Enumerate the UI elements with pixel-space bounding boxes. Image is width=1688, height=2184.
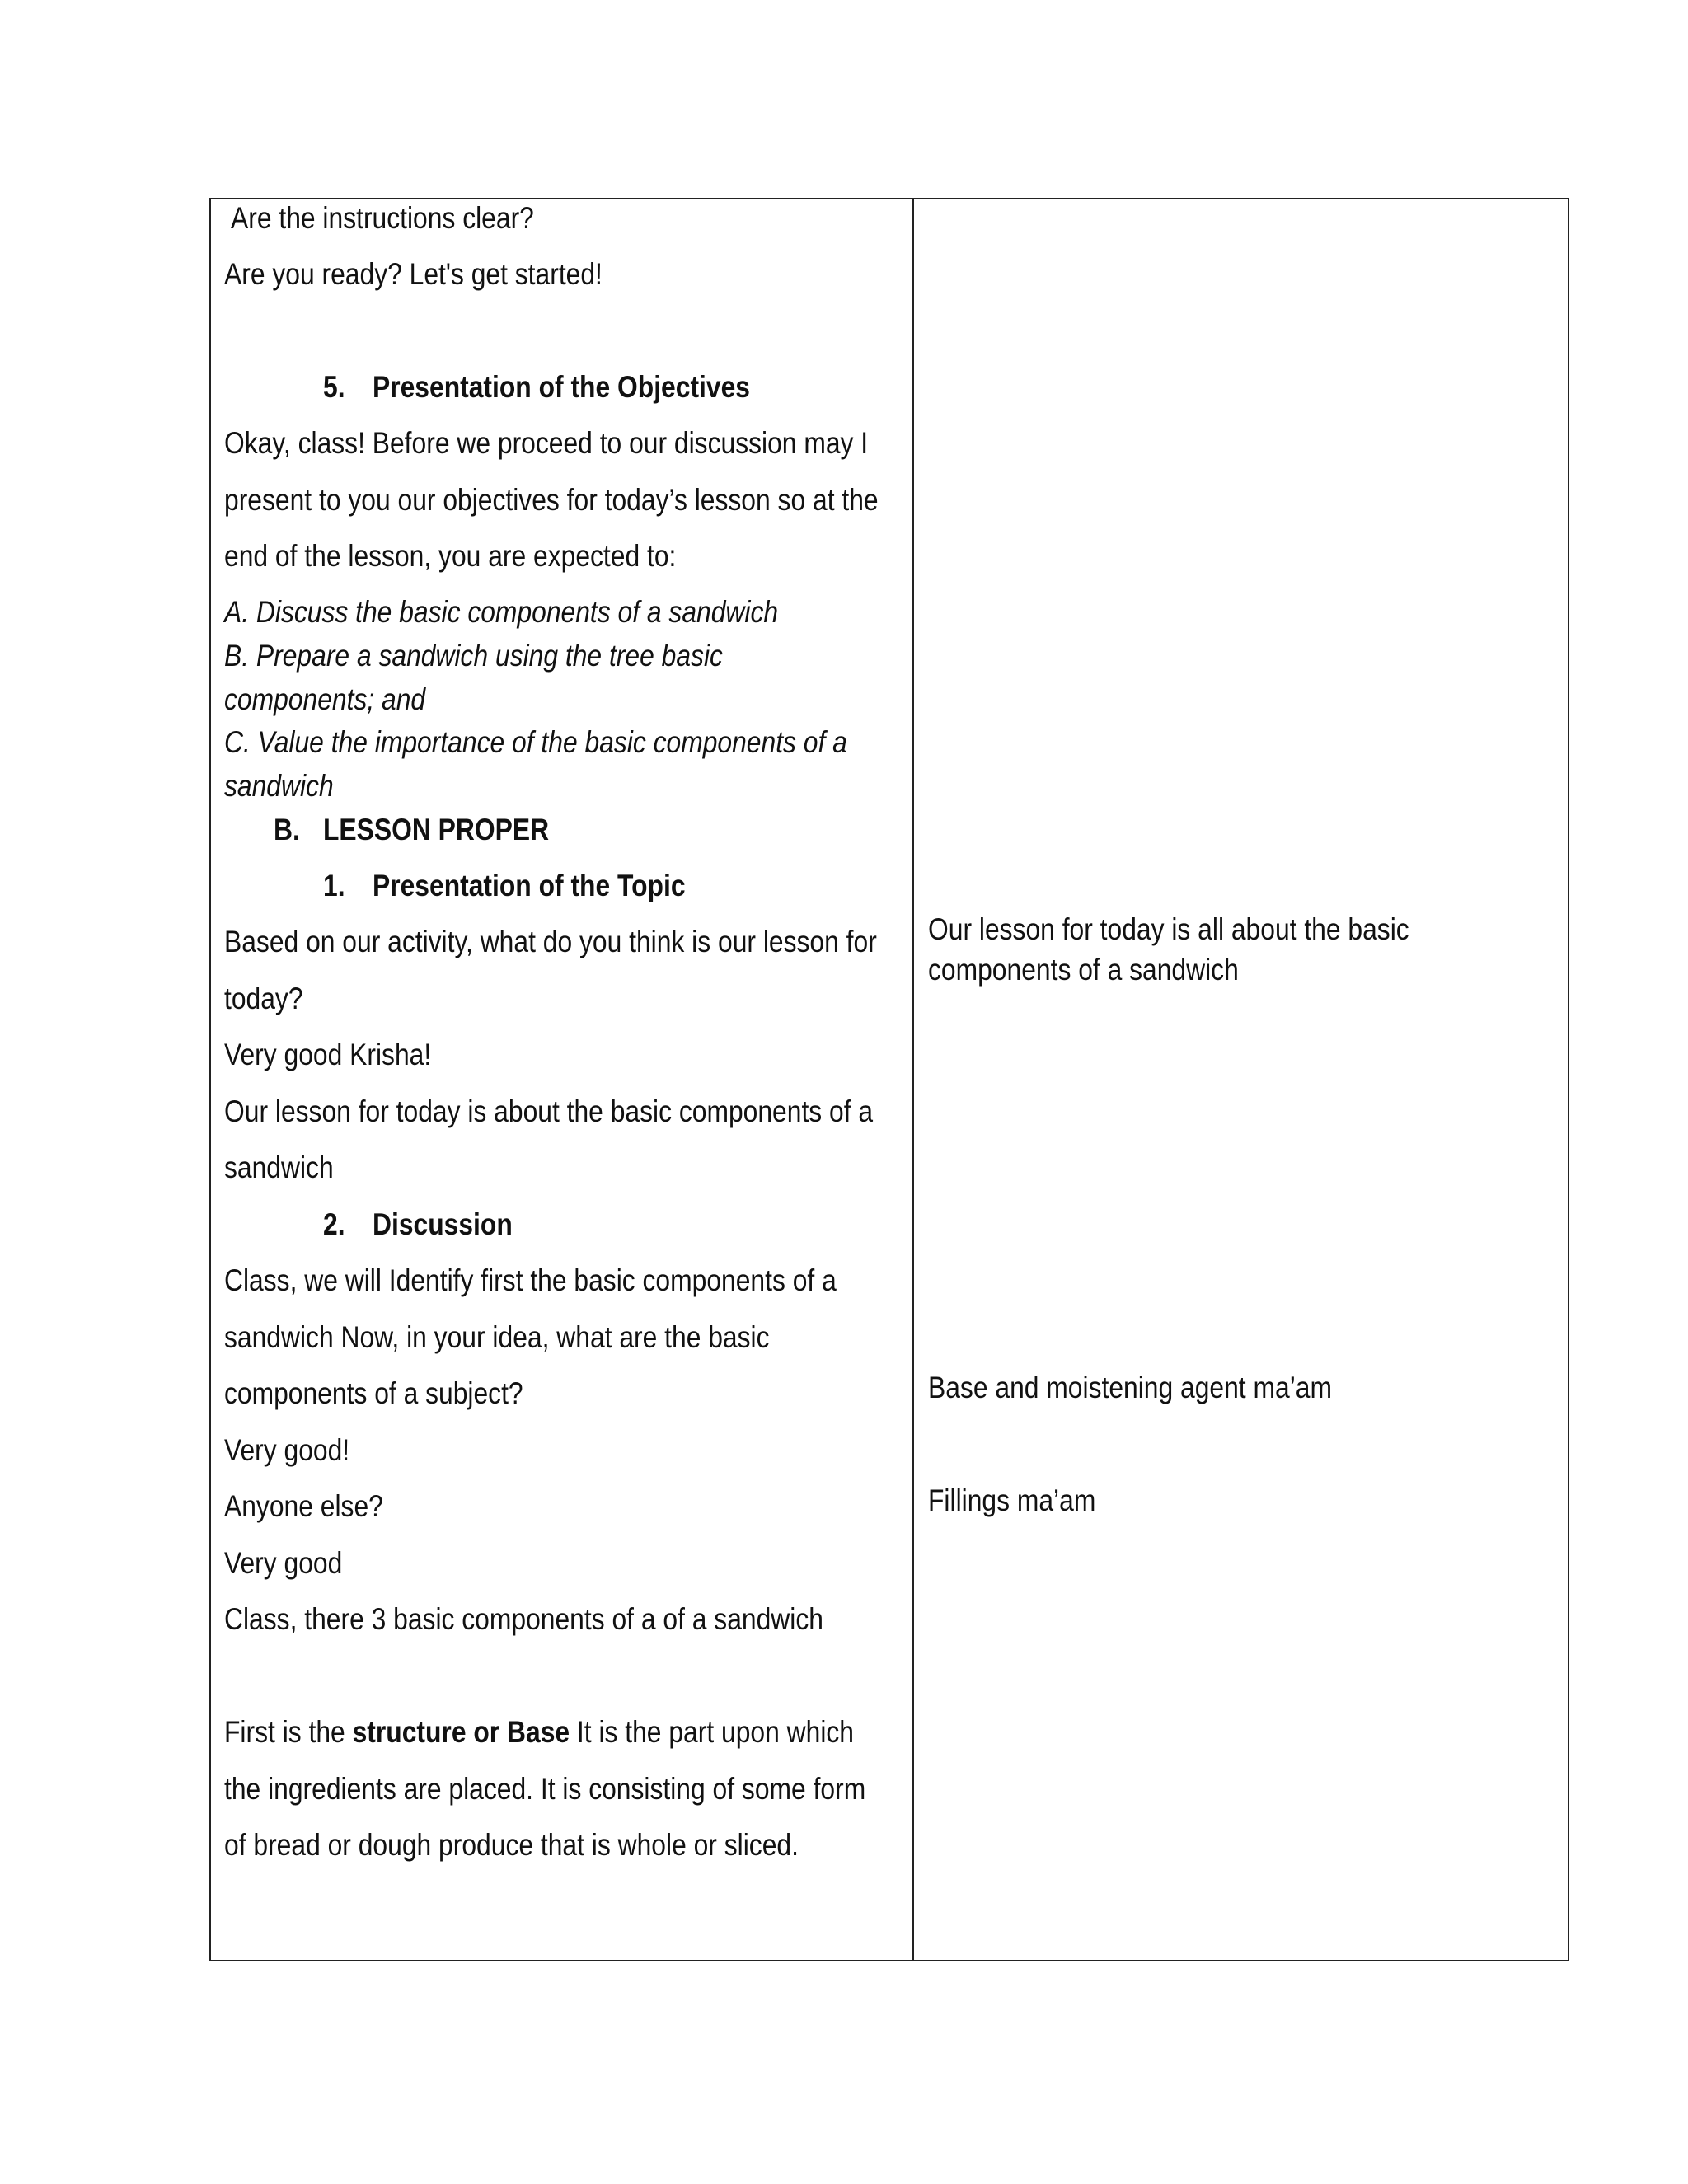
topic-line: Very good Krisha!: [224, 1038, 432, 1071]
topic-answer-line: components of a sandwich: [928, 953, 1239, 987]
discussion-line: Very good!: [224, 1433, 350, 1467]
objective-item: B. Prepare a sandwich using the tree basic: [224, 639, 723, 673]
objectives-intro-line: end of the lesson, you are expected to:: [224, 539, 677, 573]
objectives-heading: Presentation of the Objectives: [373, 370, 750, 404]
topic-line: sandwich: [224, 1151, 334, 1184]
base-paragraph-bold: structure or Base: [352, 1715, 570, 1749]
answer-base: Base and moistening agent ma’am: [928, 1371, 1332, 1404]
discussion-heading-number: 2.: [323, 1207, 345, 1241]
topic-line: Based on our activity, what do you think is our lesson for: [224, 925, 877, 958]
objectives-intro-line: Okay, class! Before we proceed to our discussion may I: [224, 426, 869, 460]
discussion-line: components of a subject?: [224, 1376, 523, 1410]
topic-heading: Presentation of the Topic: [373, 869, 686, 902]
answer-fillings: Fillings ma’am: [928, 1483, 1096, 1517]
lesson-proper-label: B.: [274, 813, 300, 846]
lesson-proper-heading: LESSON PROPER: [323, 813, 550, 846]
ready-prompt: Are you ready? Let's get started!: [224, 257, 603, 291]
base-paragraph-line: the ingredients are placed. It is consisting of some form: [224, 1772, 866, 1806]
instructions-question: Are the instructions clear?: [231, 201, 534, 235]
discussion-line: Very good: [224, 1546, 343, 1580]
discussion-line: sandwich Now, in your idea, what are the basic: [224, 1320, 770, 1354]
discussion-line: Anyone else?: [224, 1489, 383, 1523]
base-paragraph-line: of bread or dough produce that is whole or sliced.: [224, 1828, 799, 1862]
objective-item: components; and: [224, 682, 426, 716]
topic-heading-number: 1.: [323, 869, 345, 902]
objective-item: A. Discuss the basic components of a sandwich: [224, 595, 779, 629]
topic-answer-line: Our lesson for today is all about the basic: [928, 912, 1409, 946]
topic-line: Our lesson for today is about the basic components of a: [224, 1094, 874, 1128]
topic-line: today?: [224, 982, 303, 1015]
objectives-heading-number: 5.: [323, 370, 345, 404]
base-paragraph-suffix: It is the part upon which: [570, 1715, 855, 1749]
base-paragraph-line: [224, 1717, 854, 1747]
discussion-line: Class, there 3 basic components of a of a sandwich: [224, 1602, 823, 1636]
objective-item: sandwich: [224, 769, 334, 803]
discussion-line: Class, we will Identify first the basic components of a: [224, 1263, 837, 1297]
lesson-plan-table: [209, 198, 1569, 1961]
base-paragraph-prefix: First is the: [224, 1715, 353, 1749]
discussion-heading: Discussion: [373, 1207, 513, 1241]
column-divider: [912, 198, 914, 1961]
objective-item: C. Value the importance of the basic components of a: [224, 725, 847, 759]
objectives-intro-line: present to you our objectives for today’s lesson so at the: [224, 483, 879, 517]
